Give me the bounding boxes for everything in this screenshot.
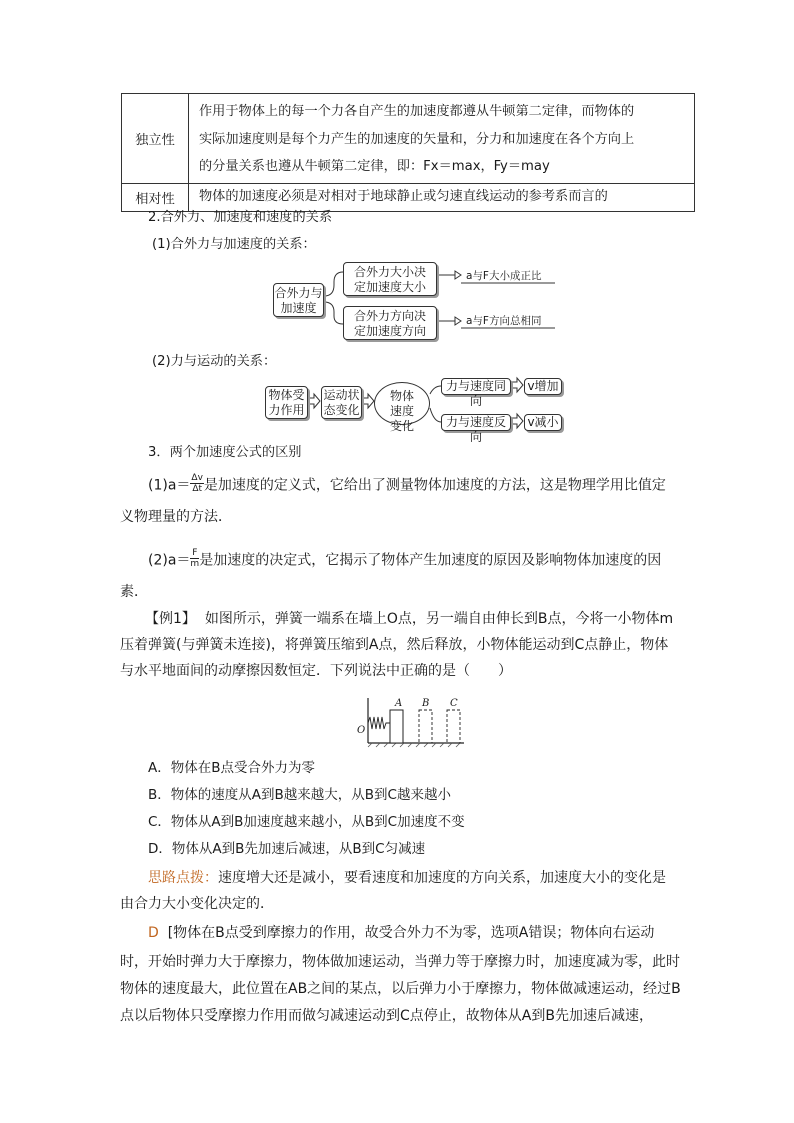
example-tag: 【例1】 xyxy=(145,611,196,627)
paragraph-line: 素． xyxy=(120,584,148,600)
option-d: D．物体从A到B先加速后减速，从B到C匀减速 xyxy=(148,841,426,857)
hint-line: 思路点拨：速度增大还是减小，要看速度和加速度的方向关系，加速度大小的变化是 xyxy=(148,870,666,886)
root-box: 合外力与加速度 xyxy=(273,283,324,317)
direction-note: a与F方向总相同 xyxy=(466,315,542,327)
same-direction-box: 力与速度同向 xyxy=(441,378,511,395)
fraction: $\frac{F}{m}$ xyxy=(190,548,200,569)
section-heading: 2.合外力、加速度和速度的关系 xyxy=(148,210,333,225)
hint-line: 由合力大小变化决定的． xyxy=(120,896,274,912)
subheading: (1)合外力与加速度的关系： xyxy=(152,237,316,252)
answer-line: 点以后物体只受摩擦力作用而做匀减速运动到C点停止，故物体从A到B先加速后减速， xyxy=(120,1008,653,1024)
example-line: 压着弹簧(与弹簧未连接)，将弹簧压缩到A点，然后释放，小物体能运动到C点静止，物体 xyxy=(120,637,669,653)
label-c: C xyxy=(450,698,458,709)
label-o: O xyxy=(357,725,366,736)
row-label: 独立性 xyxy=(122,94,189,184)
hint-label: 思路点拨： xyxy=(148,870,218,886)
formula-prefix: (2)a＝ xyxy=(148,552,191,569)
formula-prefix: (1)a＝ xyxy=(148,477,191,494)
paragraph-line: 义物理量的方法． xyxy=(120,509,232,525)
formula-paragraph-2 xyxy=(148,550,661,571)
increase-box: v增加 xyxy=(524,378,562,395)
force-box: 物体受力作用 xyxy=(265,386,308,419)
row-line: 物体的加速度必须是对相对于地球静止或匀速直线运动的参考系而言的 xyxy=(199,189,608,204)
opposite-direction-box: 力与速度反向 xyxy=(441,414,511,431)
option-a: A．物体在B点受合外力为零 xyxy=(148,760,315,776)
answer-line: D [物体在B点受到摩擦力的作用，故受合外力不为零，选项A错误；物体向右运动 xyxy=(148,925,655,941)
section-heading: 3．两个加速度公式的区别 xyxy=(148,445,302,460)
subheading: (2)力与运动的关系： xyxy=(152,354,277,369)
answer-letter: D xyxy=(148,925,159,941)
row-line: 的分量关系也遵从牛顿第二定律，即：Fx＝max，Fy＝may xyxy=(199,159,550,174)
magnitude-box: 合外力大小决定加速度大小 xyxy=(343,262,437,296)
answer-line: 物体的速度最大，此位置在AB之间的某点，以后弹力小于摩擦力，物体做减速运动，经过B xyxy=(120,981,681,997)
formula-paragraph-1 xyxy=(148,475,666,496)
direction-box: 合外力方向决定加速度方向 xyxy=(343,306,437,340)
option-c: C．物体从A到B加速度越来越小，从B到C加速度不变 xyxy=(148,814,465,830)
row-line: 作用于物体上的每一个力各自产生的加速度都遵从牛顿第二定律，而物体的 xyxy=(199,104,635,119)
formula-text: 是加速度的决定式，它揭示了物体产生加速度的原因及影响物体加速度的因 xyxy=(199,552,662,569)
option-b: B．物体的速度从A到B越来越大，从B到C越来越小 xyxy=(148,787,451,803)
magnitude-note: a与F大小成正比 xyxy=(466,270,542,282)
decrease-box: v减小 xyxy=(524,414,562,431)
row-label: 相对性 xyxy=(122,183,189,211)
example-line: 【例1】 如图所示，弹簧一端系在墙上O点，另一端自由伸长到B点，今将一小物体m xyxy=(145,611,674,627)
fraction: $\frac{\Delta v}{\Delta t}$ xyxy=(191,473,203,494)
velocity-change-oval: 物体速度变化 xyxy=(374,382,430,425)
label-a: A xyxy=(395,698,403,709)
label-b: B xyxy=(422,698,430,709)
formula-text: 是加速度的定义式，它给出了测量物体加速度的方法，这是物理学用比值定 xyxy=(203,477,666,494)
row-line: 实际加速度则是每个力产生的加速度的矢量和，分力和加速度在各个方向上 xyxy=(199,131,635,147)
state-change-box: 运动状态变化 xyxy=(321,386,362,419)
example-line: 与水平地面间的动摩擦因数恒定．下列说法中正确的是（ ） xyxy=(120,663,512,679)
answer-line: 时，开始时弹力大于摩擦力，物体做加速运动，当弹力等于摩擦力时，加速度减为零，此时 xyxy=(120,954,680,970)
